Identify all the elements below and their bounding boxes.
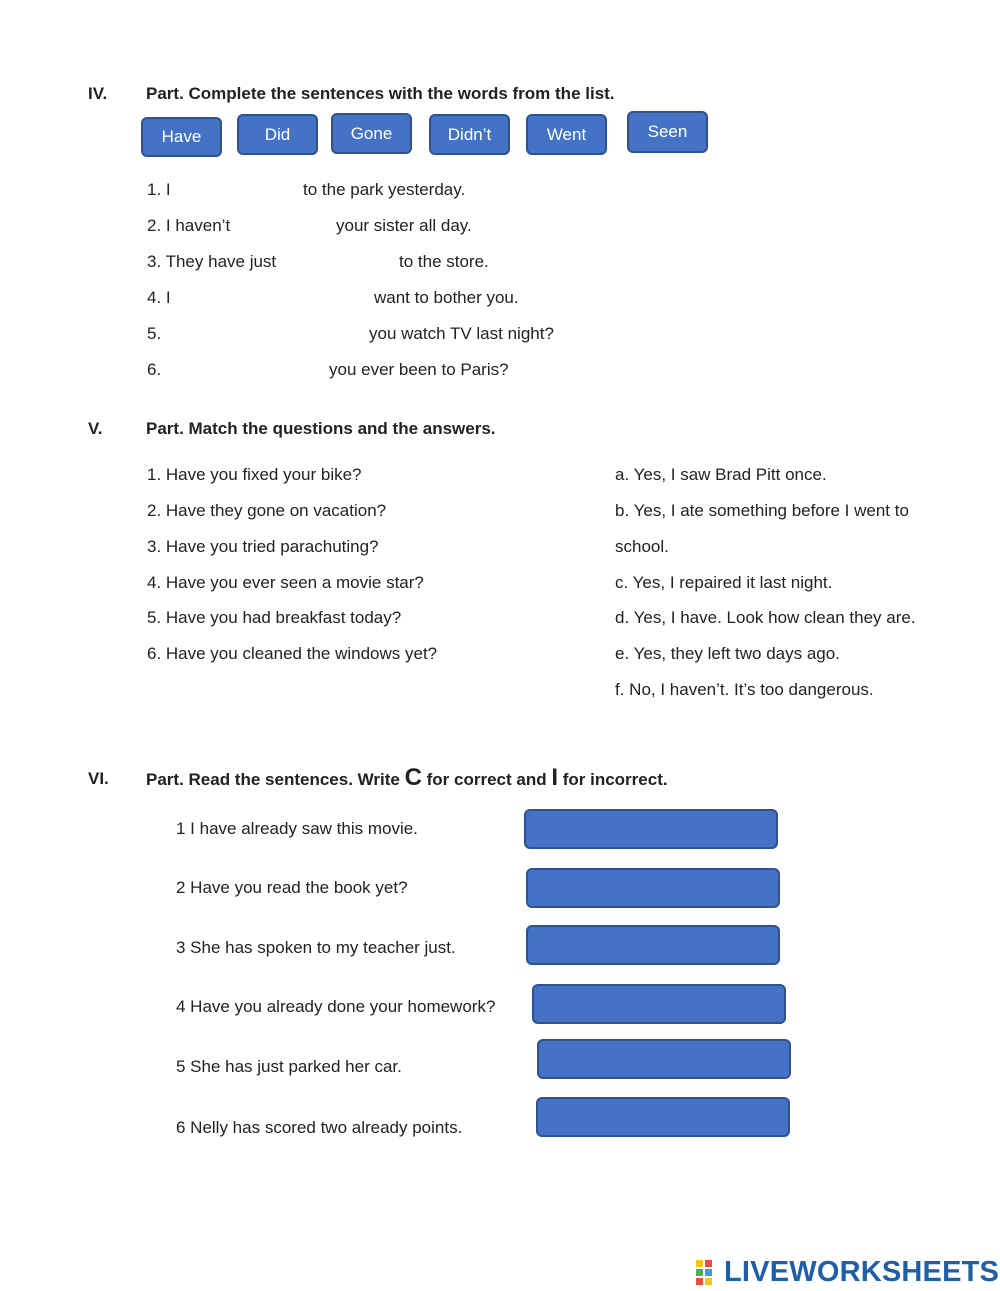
- part5-question-6[interactable]: 6. Have you cleaned the windows yet?: [147, 644, 438, 663]
- part5-question-3[interactable]: 3. Have you tried parachuting?: [147, 537, 379, 556]
- part5-question-1[interactable]: 1. Have you fixed your bike?: [147, 465, 362, 484]
- answer-box-5[interactable]: [537, 1039, 791, 1079]
- part4-sentence-3-before: 3. They have just: [147, 252, 277, 271]
- part6-sentence-5: 5 She has just parked her car.: [176, 1057, 402, 1076]
- part4-sentence-1-after: to the park yesterday.: [303, 180, 466, 199]
- answer-box-6[interactable]: [536, 1097, 790, 1137]
- logo-text: LIVEWORKSHEETS: [724, 1256, 1000, 1288]
- part4-sentence-5-before: 5.: [147, 324, 162, 343]
- part6-sentence-2: 2 Have you read the book yet?: [176, 878, 408, 897]
- word-chip-went[interactable]: Went: [526, 114, 607, 155]
- part6-heading-a: Part. Read the sentences. Write: [146, 770, 405, 789]
- word-chip-have[interactable]: Have: [141, 117, 222, 157]
- part4-sentence-3-after: to the store.: [399, 252, 489, 271]
- part6-heading-b: for correct and: [421, 770, 552, 789]
- part4-sentence-4-after: want to bother you.: [374, 288, 519, 307]
- part6-sentence-1: 1 I have already saw this movie.: [176, 819, 418, 838]
- part4-sentence-4-before: 4. I: [147, 288, 171, 307]
- part4-sentence-1-before: 1. I: [147, 180, 171, 199]
- part5-answer-b[interactable]: b. Yes, I ate something before I went to: [615, 501, 909, 520]
- part6-numeral: VI.: [88, 769, 109, 788]
- part5-answer-c[interactable]: c. Yes, I repaired it last night.: [615, 573, 833, 592]
- part4-sentence-6-before: 6.: [147, 360, 162, 379]
- part5-answer-a[interactable]: a. Yes, I saw Brad Pitt once.: [615, 465, 827, 484]
- part6-heading: [146, 764, 668, 791]
- word-chip-gone[interactable]: Gone: [331, 113, 412, 154]
- part5-question-4[interactable]: 4. Have you ever seen a movie star?: [147, 573, 424, 592]
- part5-question-2[interactable]: 2. Have they gone on vacation?: [147, 501, 387, 520]
- part4-numeral: IV.: [88, 84, 108, 103]
- word-chip-did[interactable]: Did: [237, 114, 318, 155]
- answer-box-1[interactable]: [524, 809, 778, 849]
- part6-sentence-3: 3 She has spoken to my teacher just.: [176, 938, 456, 957]
- part4-heading: Part. Complete the sentences with the words from the list.: [146, 84, 615, 103]
- part5-heading: Part. Match the questions and the answers.: [146, 419, 496, 438]
- part6-letter-c: C: [404, 764, 422, 791]
- part4-sentence-5-after: you watch TV last night?: [369, 324, 554, 343]
- answer-box-4[interactable]: [532, 984, 786, 1024]
- part5-answer-e[interactable]: e. Yes, they left two days ago.: [615, 644, 840, 663]
- part4-sentence-2-before: 2. I haven’t: [147, 216, 231, 235]
- part5-answer-f[interactable]: f. No, I haven’t. It’s too dangerous.: [615, 680, 874, 699]
- part5-question-5[interactable]: 5. Have you had breakfast today?: [147, 608, 402, 627]
- answer-box-3[interactable]: [526, 925, 780, 965]
- part6-heading-c: for incorrect.: [558, 770, 668, 789]
- part5-answer-b-cont[interactable]: school.: [615, 537, 669, 556]
- liveworksheets-logo: [696, 1256, 999, 1289]
- part5-answer-d[interactable]: d. Yes, I have. Look how clean they are.: [615, 608, 916, 627]
- part6-letter-i: I: [551, 764, 558, 791]
- logo-blocks-icon: [696, 1260, 722, 1286]
- part6-sentence-4: 4 Have you already done your homework?: [176, 997, 496, 1016]
- word-chip-didnt[interactable]: Didn’t: [429, 114, 510, 155]
- word-chip-seen[interactable]: Seen: [627, 111, 708, 153]
- part4-sentence-2-after: your sister all day.: [336, 216, 472, 235]
- part6-sentence-6: 6 Nelly has scored two already points.: [176, 1118, 463, 1137]
- part4-sentence-6-after: you ever been to Paris?: [329, 360, 509, 379]
- answer-box-2[interactable]: [526, 868, 780, 908]
- part5-numeral: V.: [88, 419, 103, 438]
